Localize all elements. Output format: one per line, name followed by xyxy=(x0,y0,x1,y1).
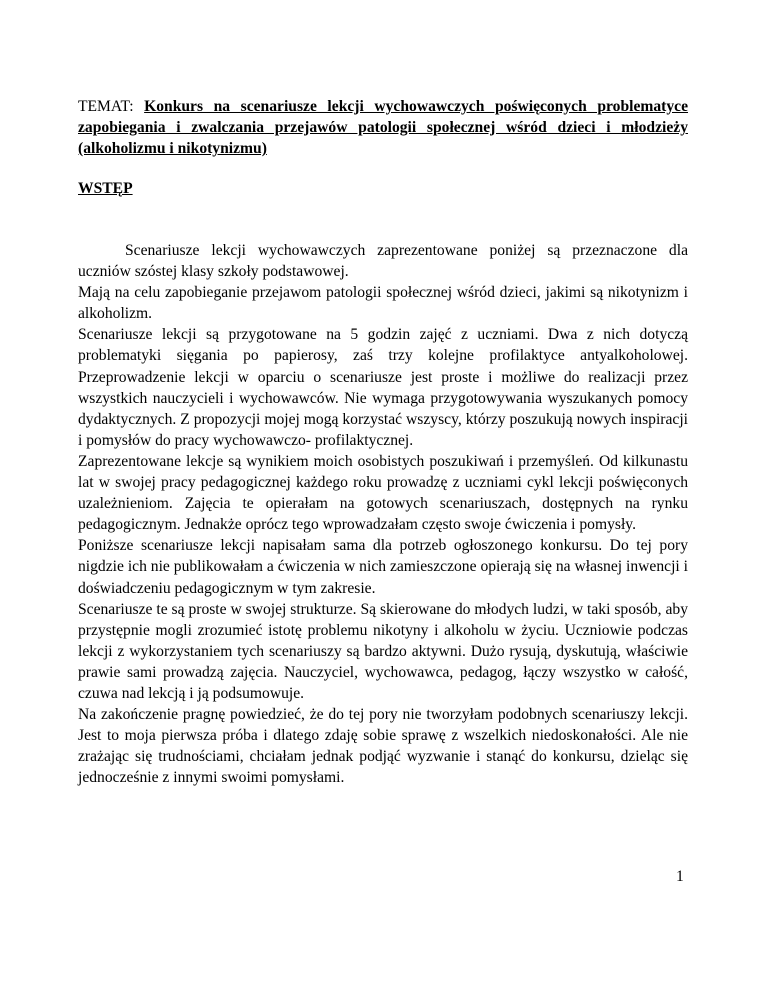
section-heading: WSTĘP xyxy=(78,180,133,197)
paragraph: Scenariusze lekcji wychowawczych zaprezentowane poniżej są przeznaczone dla uczniów szóstej klasy szkoły podstawowej. xyxy=(78,242,688,281)
paragraph: Mają na celu zapobieganie przejawom patologii społecznej wśród dzieci, jakimi są nikotynizm i alkoholizm. xyxy=(78,284,688,323)
body-text xyxy=(78,240,688,788)
title-label: TEMAT: xyxy=(78,98,145,115)
page-number: 1 xyxy=(676,868,684,885)
paragraph: Scenariusze te są proste w swojej strukturze. Są skierowane do młodych ludzi, w taki sposób, aby przystępnie mogli zrozumieć istotę problemu nikotyny i alkoholu w życiu. Uczniowie podczas lekcji z wykorzystaniem tych scenariuszy są bardzo aktywni. Dużo rysują, dyskutują, właściwie prawie sami prowadzą zajęcia. Nauczyciel, wychowawca, pedagog, łączy wszystko w całość, czuwa nad lekcją i ją podsumowuje. xyxy=(78,600,688,702)
paragraph: Poniższe scenariusze lekcji napisałam sama dla potrzeb ogłoszonego konkursu. Do tej pory nigdzie ich nie publikowałam a ćwiczenia w nich zamieszczone opierają się na własnej inwencji i doświadczeniu pedagogicznym w tym zakresie. xyxy=(78,537,688,597)
title-text: Konkurs na scenariusze lekcji wychowawczych poświęconych problematyce zapobiegania i zwalczania przejawów patologii społecznej wśród dzieci i młodzieży (alkoholizmu i nikotynizmu) xyxy=(78,98,689,157)
paragraph: Zaprezentowane lekcje są wynikiem moich osobistych poszukiwań i przemyśleń. Od kilkunastu lat w swojej pracy pedagogicznej każdego roku prowadzę z uczniami cykl lekcji poświęconych uzależnieniom. Zajęcia te opierałam na gotowych scenariuszach, dostępnych na rynku pedagogicznym. Jednakże oprócz tego wprowadzałam często swoje ćwiczenia i pomysły. xyxy=(78,452,688,534)
paragraph: Na zakończenie pragnę powiedzieć, że do tej pory nie tworzyłam podobnych scenariuszy lekcji. Jest to moja pierwsza próba i dlatego zdaję sobie sprawę z wszelkich niedoskonałości. Ale nie zrażając się trudnościami, chciałam jednak podjąć wyzwanie i stanąć do konkursu, dzieląc się jednocześnie z innymi swoimi pomysłami. xyxy=(78,706,688,787)
document-title xyxy=(78,96,688,159)
document-page xyxy=(78,96,688,788)
paragraph: Scenariusze lekcji są przygotowane na 5 godzin zajęć z uczniami. Dwa z nich dotyczą problematyki sięgania po papierosy, zaś trzy kolejne profilaktyce antyalkoholowej. Przeprowadzenie lekcji w oparciu o scenariusze jest proste i możliwe do realizacji przez wszystkich nauczycieli i wychowawców. Nie wymaga przygotowywania wyszukanych pomocy dydaktycznych. Z propozycji mojej mogą korzystać wszyscy, którzy poszukują nowych inspiracji i pomysłów do pracy wychowawczo- profilaktycznej. xyxy=(78,326,688,449)
